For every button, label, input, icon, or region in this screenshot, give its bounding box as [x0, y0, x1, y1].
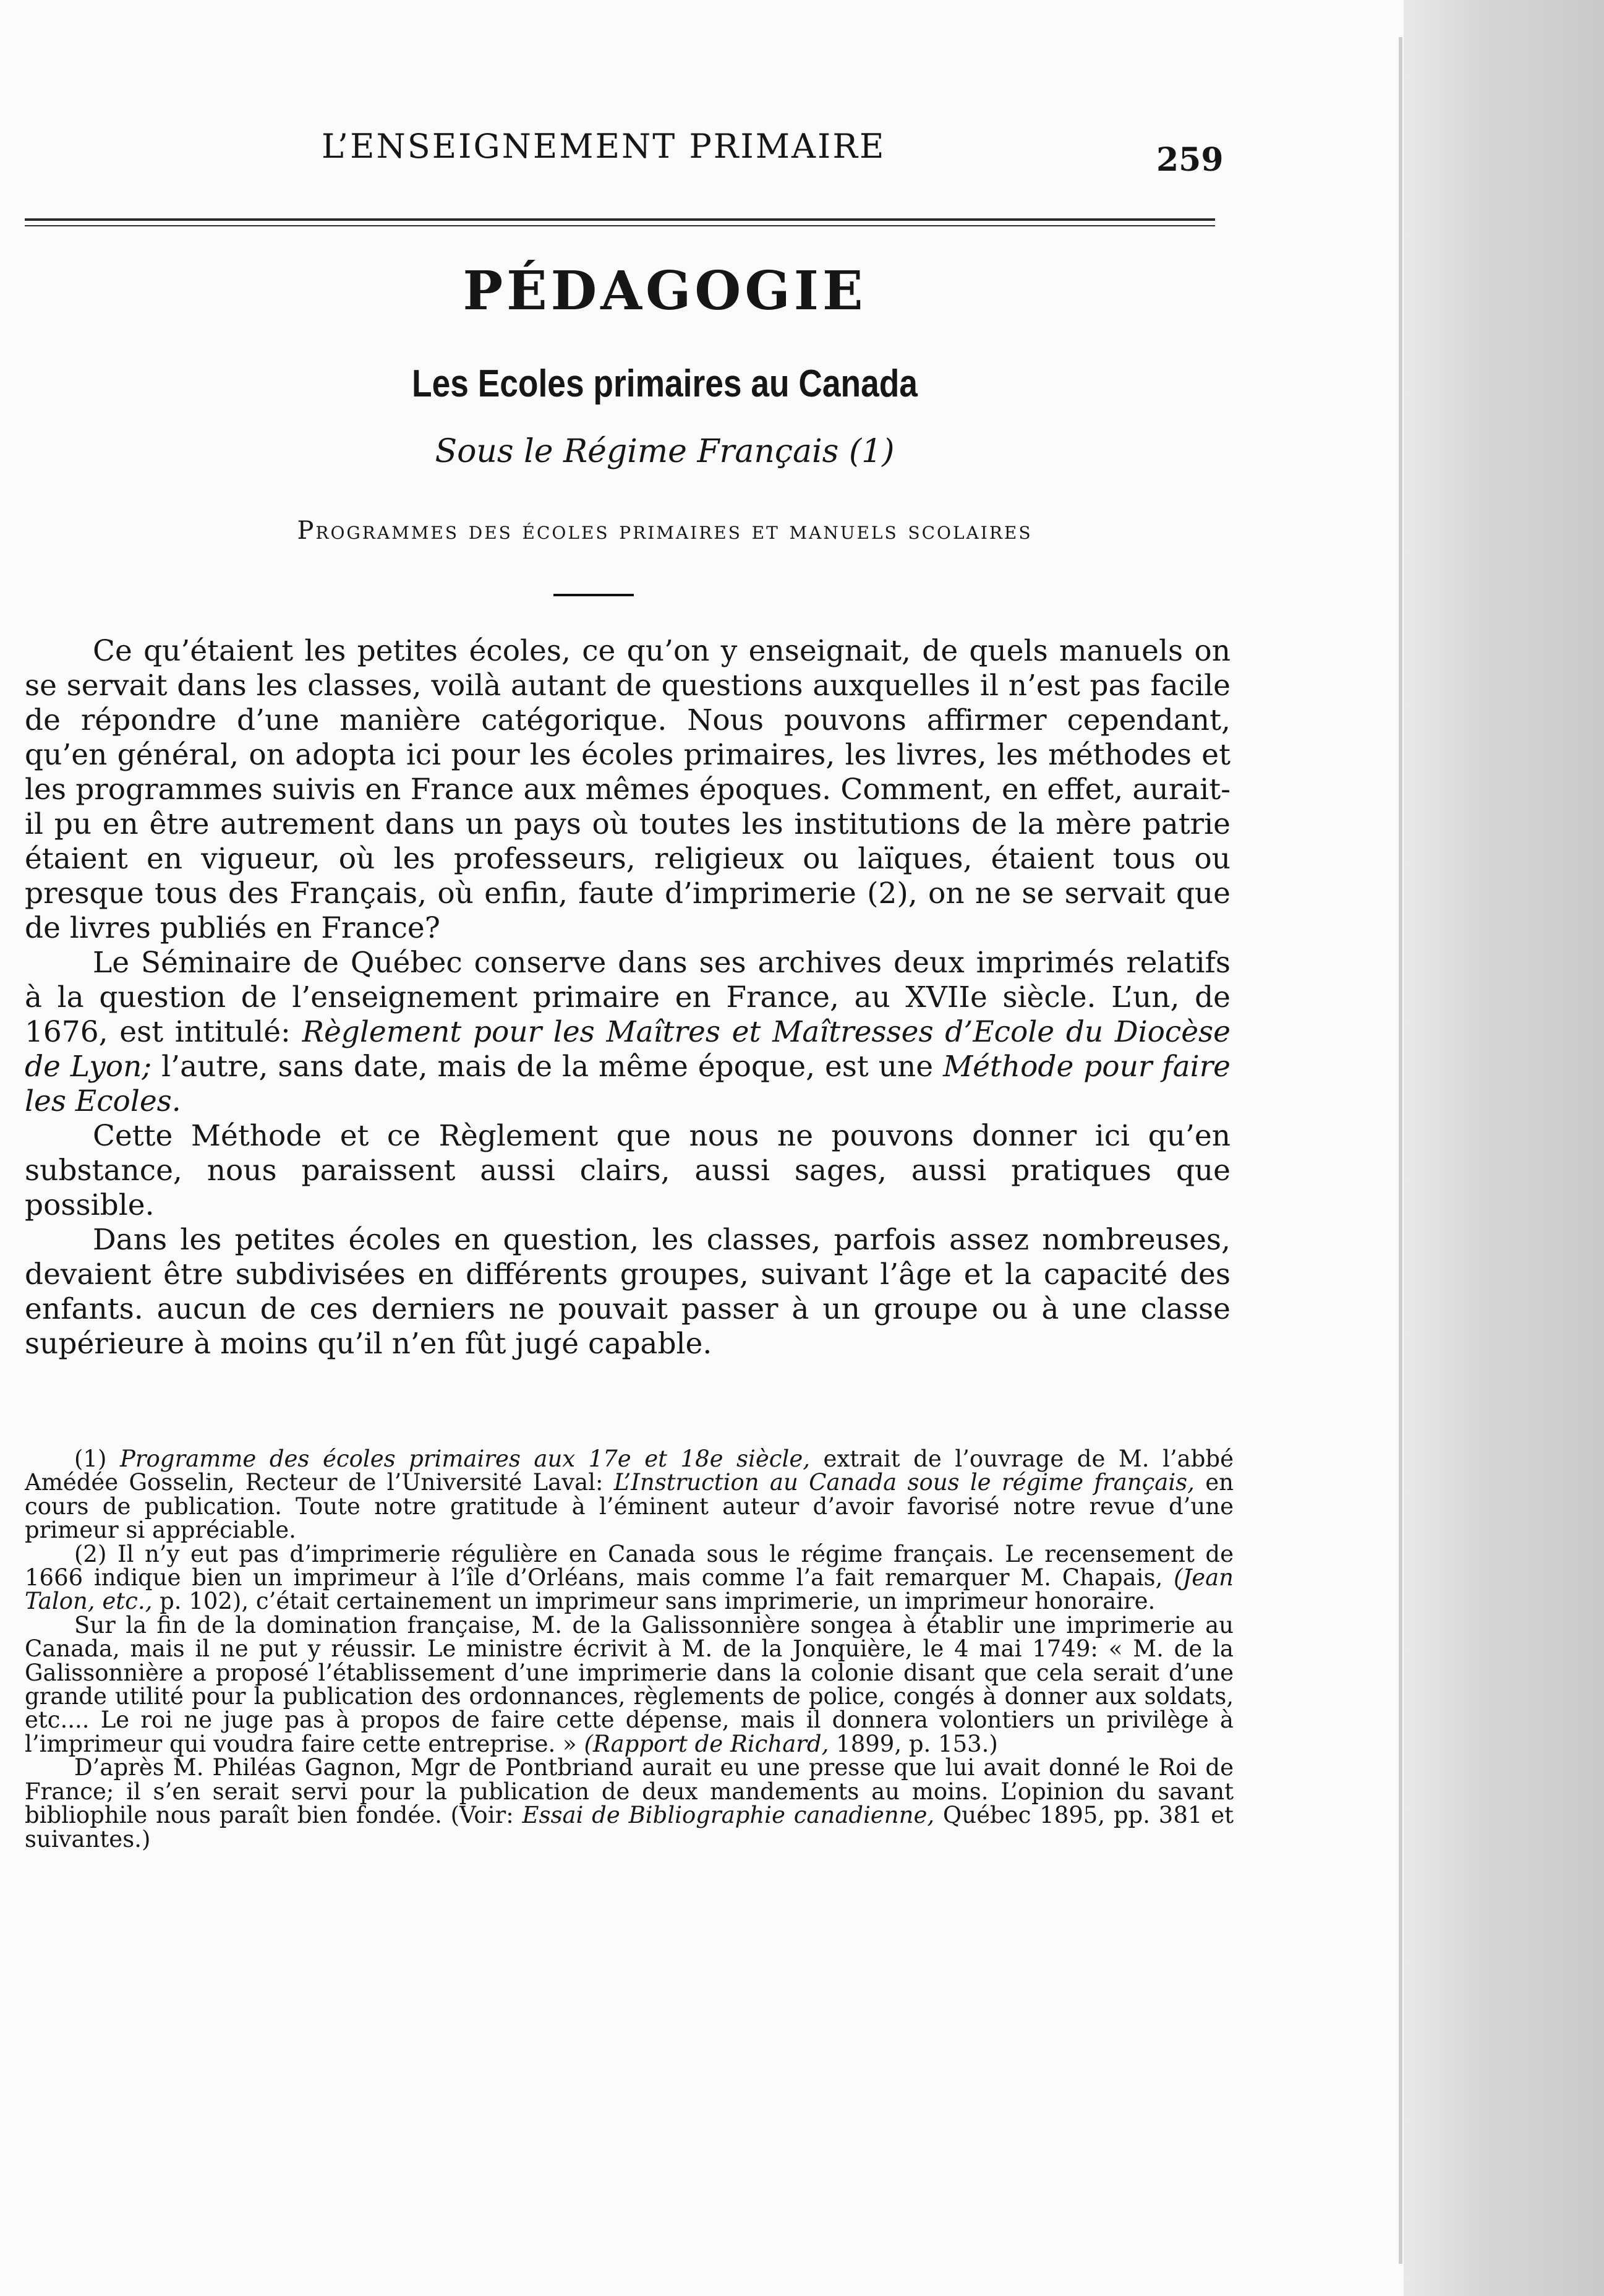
- article-subtitle: Sous le Régime Français (1): [435, 433, 895, 470]
- footnote-4-ref: Essai de Bibliographie canadienne,: [522, 1802, 935, 1829]
- footnote-1: [25, 1447, 1234, 1543]
- footnote-3-ref: (Rapport de Richard,: [584, 1730, 829, 1757]
- footnote-4-end: Québec 1895, pp. 381 et suivantes.): [25, 1802, 1234, 1853]
- header-rule-bottom: [25, 225, 1215, 226]
- paragraph-1: Ce qu’étaient les petites écoles, ce qu’on y enseignait, de quels manuels on se servait dans les classes, voilà autant de questions auxquelles il n’est pas facile de répondre d’une manière catégorique. Nous pouvons affirmer cependant, qu’en général, on adopta ici pour les écoles primaires, les livres, les méthodes et les programmes suivis en France aux mêmes époques. Comment, en effet, aurait-il pu en être autrement dans un pays où toutes les institutions de la mère patrie étaient en vigueur, où les professeurs, religieux ou laïques, étaient tous ou presque tous des Français, où enfin, faute d’imprimerie (2), on ne se servait que de livres publiés en France?: [25, 634, 1231, 945]
- footnote-4-text: D’après M. Philéas Gagnon, Mgr de Pontbriand aurait eu une presse que lui avait donné le Roi de France; il s’en serait servi pour la publication de deux mandements au moins. L’opinion du savant bibliophile nous paraît bien fondée. (Voir:: [25, 1754, 1234, 1829]
- page-number: 259: [1156, 141, 1224, 179]
- footnote-3-text: Sur la fin de la domination française, M. de la Galissonnière songea à établir une imprimerie au Canada, mais il ne put y réussir. Le ministre écrivit à M. de la Jonquière, le 4 mai 1749: « M. de la Galissonnière a proposé l’établissement d’une imprimerie dans la colonie disant que cela serait d’une grande utilité pour la publication des ordonnances, règlements de police, congés à donner aux soldats, etc.... Le roi ne juge pas à propos de faire cette dépense, mais il donnera volontiers un privilège à l’imprimeur qui voudra faire cette entreprise. »: [25, 1611, 1234, 1757]
- footnote-1-title: Programme des écoles primaires aux 17e et 18e siècle,: [119, 1446, 810, 1472]
- reglement-title: Règlement pour les Maîtres et Maîtresses d’Ecole du Diocèse de Lyon;: [25, 1015, 1231, 1084]
- running-title: L’ENSEIGNEMENT PRIMAIRE: [322, 127, 886, 166]
- paragraph-2-text: Le Séminaire de Québec conserve dans ses archives deux imprimés relatifs à la question de l’enseignement primaire en France, au XVIIe siècle. L’un, de 1676, est intitulé:: [25, 946, 1231, 1049]
- footnote-2-end: p. 102), c’était certainement un imprimeur sans imprimerie, un imprimeur honoraire.: [152, 1588, 1156, 1615]
- footnote-2-text: (2) Il n’y eut pas d’imprimerie régulière en Canada sous le régime français. Le recensement de 1666 indique bien un imprimeur à l’île d’Orléans, mais comme l’a fait remarquer M. Chapais,: [25, 1540, 1234, 1591]
- paragraph-2-mid: l’autre, sans date, mais de la même époque, est une: [151, 1050, 943, 1084]
- body-text: [25, 634, 1231, 1361]
- footnote-1-number: (1): [74, 1446, 120, 1472]
- paragraph-4: Dans les petites écoles en question, les classes, parfois assez nombreuses, devaient être subdivisées en différents groupes, suivant l’âge et la capacité des enfants. aucun de ces derniers ne pouvait passer à un groupe ou à une classe supérieure à moins qu’il n’en fût jugé capable.: [25, 1223, 1231, 1361]
- footnote-3-end: 1899, p. 153.): [829, 1730, 998, 1757]
- footnote-4: [25, 1756, 1234, 1851]
- paragraph-2: [25, 946, 1231, 1119]
- footnote-1-end: en cours de publication. Toute notre gratitude à l’éminent auteur d’avoir favorisé notre revue d’une primeur si appréciable.: [25, 1469, 1234, 1544]
- footnote-2-ref: (Jean Talon, etc.,: [25, 1564, 1234, 1615]
- footnote-3: [25, 1611, 1234, 1757]
- paragraph-3: Cette Méthode et ce Règlement que nous ne pouvons donner ici qu’en substance, nous paraissent aussi clairs, aussi sages, aussi pratiques que possible.: [25, 1119, 1231, 1222]
- footnote-1-text: extrait de l’ouvrage de M. l’abbé Amédée Gosselin, Recteur de l’Université Laval:: [25, 1446, 1234, 1496]
- header-rule-top: [25, 218, 1215, 221]
- footnotes: [25, 1447, 1234, 1851]
- footnote-2: [25, 1540, 1234, 1615]
- heading-divider: [553, 594, 634, 596]
- methode-title: Méthode pour faire les Ecoles.: [25, 1050, 1231, 1118]
- article-heading: Programmes des écoles primaires et manuels scolaires: [297, 516, 1033, 545]
- article-title: Les Ecoles primaires au Canada: [412, 362, 918, 405]
- footnote-1-book: L’Instruction au Canada sous le régime français,: [613, 1469, 1195, 1496]
- section-title: PÉDAGOGIE: [463, 260, 867, 322]
